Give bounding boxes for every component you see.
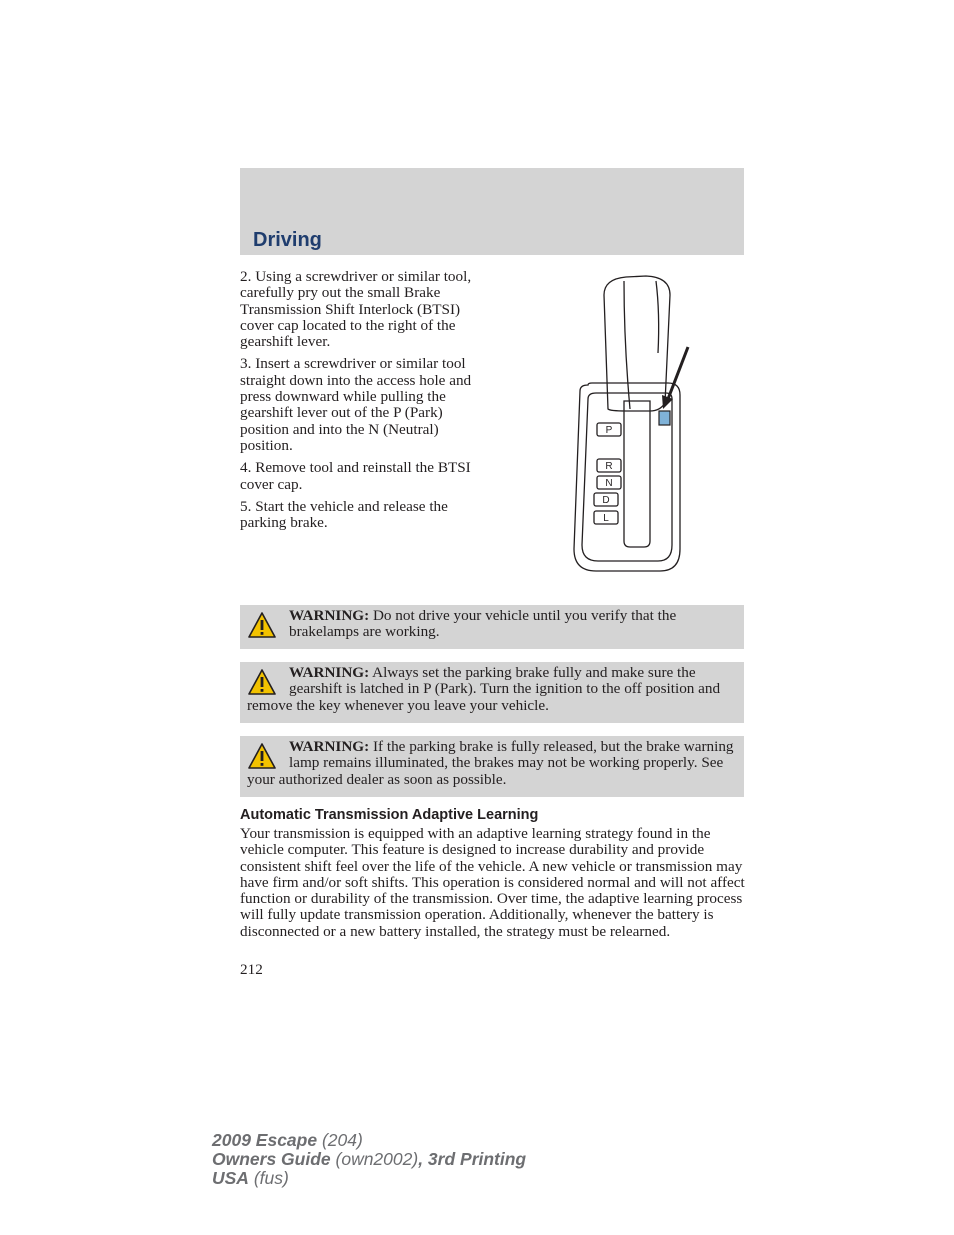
- gear-label-p: P: [605, 425, 613, 436]
- footer-line-1: 2009 Escape (204): [212, 1130, 363, 1150]
- gearshift-illustration: [566, 273, 696, 578]
- warning-label: WARNING:: [289, 607, 370, 624]
- gear-label-r: R: [605, 461, 613, 472]
- warning-brake-lamp: [240, 736, 744, 797]
- section-header-band: [240, 168, 744, 255]
- warning-text: If the parking brake is fully released, but the brake warning lamp remains illuminated, the brakes may not be working properly. See your authorized dealer as soon as possible.: [247, 738, 734, 788]
- warning-text: Always set the parking brake fully and make sure the gearshift is latched in P (Park). Turn the ignition to the off position and remove the key whenever you leave your vehicle.: [247, 664, 721, 714]
- gear-label-l: L: [603, 513, 609, 524]
- warning-triangle-icon: [247, 611, 277, 639]
- document-footer: [212, 1131, 526, 1188]
- gear-label-n: N: [605, 478, 613, 489]
- section-title: Driving: [253, 229, 322, 251]
- footer-line-3: USA (fus): [212, 1168, 289, 1188]
- btsi-cover-cap: [659, 411, 670, 425]
- gearshift-lever: [604, 276, 670, 411]
- lever-highlight: [624, 281, 630, 409]
- step-4: 4. Remove tool and reinstall the BTSI cover cap.: [240, 459, 471, 493]
- warning-parking-brake: [240, 662, 744, 723]
- footer-line-2: Owners Guide (own2002), 3rd Printing: [212, 1149, 527, 1169]
- warning-label: WARNING:: [289, 738, 370, 755]
- page-number: 212: [240, 961, 263, 978]
- adaptive-learning-body: Your transmission is equipped with an adaptive learning strategy found in the vehicle computer. This feature is designed to increase durability and provide consistent shift feel over the life of the vehicle. A new vehicle or transmission may have firm and/or soft shifts. This operation is considered normal and will not affect function or durability of the transmission. Over time, the adaptive learning process will fully update transmission operation. Additionally, whenever the battery is disconnected or a new battery installed, the strategy must be relearned.: [240, 825, 745, 940]
- adaptive-learning-heading: Automatic Transmission Adaptive Learning: [240, 807, 539, 823]
- procedure-steps: [240, 269, 492, 537]
- warning-text: Do not drive your vehicle until you verify that the brakelamps are working.: [289, 607, 677, 641]
- gear-label-d: D: [602, 495, 610, 506]
- step-3: 3. Insert a screwdriver or similar tool straight down into the access hole and press downward while pulling the gearshift lever out of the P (Park) position and into the N (Neutral) position.: [240, 355, 472, 454]
- shift-gate-slot: [624, 401, 650, 547]
- pointer-arrow-line: [668, 347, 688, 399]
- step-5: 5. Start the vehicle and release the parking brake.: [240, 497, 448, 532]
- warning-triangle-icon: [247, 742, 277, 770]
- warning-label: WARNING:: [289, 664, 370, 681]
- step-2: 2. Using a screwdriver or similar tool, carefully pry out the small Brake Transmission Shift Interlock (BTSI) cover cap located to the right of the gearshift lever.: [240, 268, 472, 351]
- gearshift-diagram: [566, 273, 696, 578]
- warning-brakelamps: [240, 605, 744, 649]
- warning-triangle-icon: [247, 668, 277, 696]
